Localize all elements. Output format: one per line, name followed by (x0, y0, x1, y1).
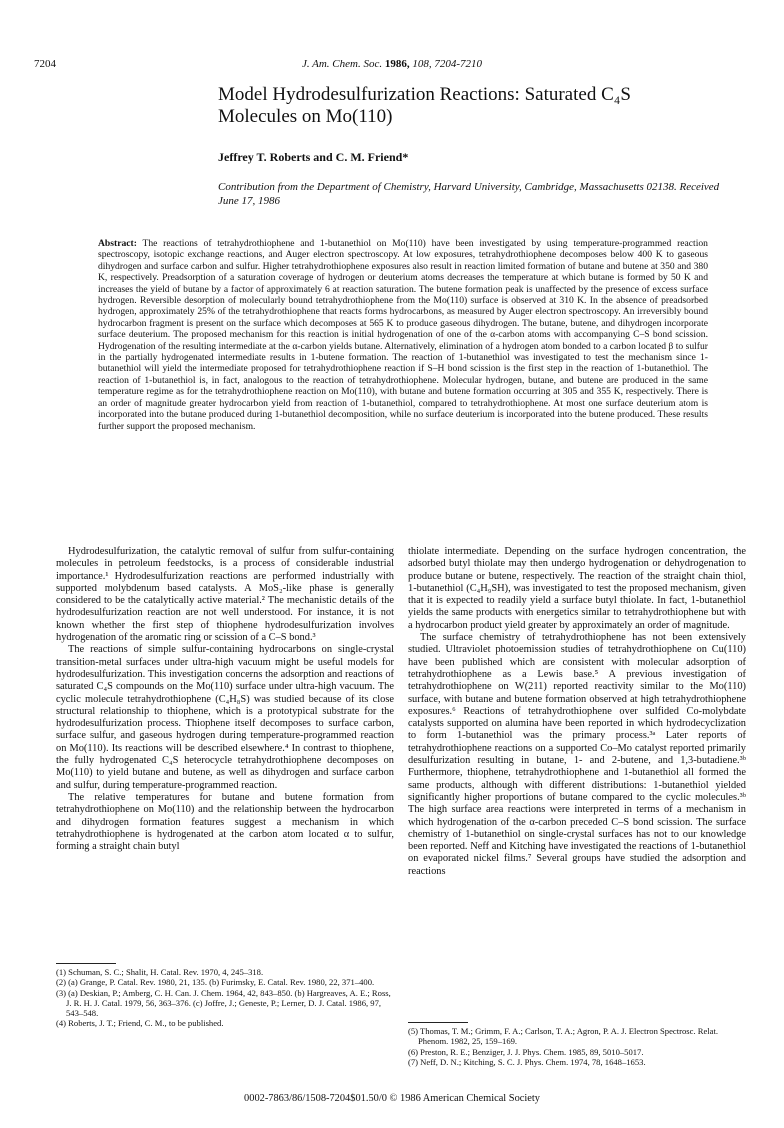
footnote: (6) Preston, R. E.; Benziger, J. J. Phys. Chem. 1985, 89, 5010–5017. (408, 1046, 644, 1057)
footnote-divider-left (56, 963, 116, 964)
footnote: (2) (a) Grange, P. Catal. Rev. 1980, 21, 135. (b) Furimsky, E. Catal. Rev. 1980, 22, 371–400. (56, 977, 375, 988)
body-column-left (56, 546, 394, 853)
running-head-year: 1986, (384, 58, 410, 70)
page-footer: 0002-7863/86/1508-7204$01.50/0 © 1986 American Chemical Society (244, 1093, 540, 1104)
running-head-volume-pages: 108, 7204-7210 (412, 58, 483, 70)
footnote: (7) Neff, D. N.; Kitching, S. C. J. Phys. Chem. 1974, 78, 1648–1653. (408, 1056, 646, 1067)
running-head (0, 58, 784, 70)
abstract-label: Abstract: (98, 238, 137, 249)
page-number: 7204 (34, 58, 56, 70)
footnote: (5) Thomas, T. M.; Grimm, F. A.; Carlson, T. A.; Agron, P. A. J. Electron Spectrosc. Relat. Phenom. 1982, 25, 159–169. (408, 1026, 719, 1047)
footnote: (1) Schuman, S. C.; Shalit, H. Catal. Rev. 1970, 4, 245–318. (56, 967, 264, 977)
footnotes-right (408, 1026, 746, 1067)
footnote: (4) Roberts, J. T.; Friend, C. M., to be published. (56, 1018, 224, 1029)
body-paragraph: The reactions of simple sulfur-containing hydrocarbons on single-crystal transition-metal surfaces under ultra-high vacuum might be useful models for hydrodesulfurization. This investigation concerns the adsorption and reactions of saturated C₄S compounds on the Mo(110) surface under ultra-high vacuum. The cyclic molecule tetrahydrothiophene (C₄H₈S) was studied because of its close structural relationship to thiophene, which is a prototypical substrate for the hydrodesulfurization process. Thiophene itself decomposes to surface carbon, surface sulfur, and gaseous hydrogen during temperature-programmed reaction on Mo(110). Its reactions will be described elsewhere.⁴ In contrast to thiophene, the fully hydrogenated C₄S heterocycle tetrahydrothiophene decomposes on Mo(110) to yield butane and butene, as well as dihydrogen and surface carbon and sulfur, during temperature-programmed reaction. (56, 644, 394, 791)
footnotes-left (56, 967, 394, 1029)
authors: Jeffrey T. Roberts and C. M. Friend* (218, 150, 409, 164)
affiliation: Contribution from the Department of Chemistry, Harvard University, Cambridge, Massachusetts 02138. Received June 17, 1986 (218, 181, 720, 207)
abstract (98, 238, 708, 432)
body-column-right (408, 546, 746, 878)
body-paragraph: thiolate intermediate. Depending on the surface hydrogen concentration, the adsorbed butyl thiolate may then undergo hydrogenation or dehydrogenation to produce butane or butene, respectively. The reaction of the straight chain thiol, 1-butanethiol (C₄H₉SH), was investigated to test the proposed mechanism, given that it is expected to readily yield a surface butyl thiolate. In fact, 1-butanethiol yields the same products with energetics similar to tetrahydrothiophene but with a hydrocarbon product yield greater by approximately an order of magnitude. (408, 546, 746, 631)
abstract-text: The reactions of tetrahydrothiophene and 1-butanethiol on Mo(110) have been investigated by using temperature-programmed reaction spectroscopy, isotopic exchange reactions, and Auger electron spectroscopy. At low exposures, tetrahydrothiophene decomposes below 400 K to gaseous dihydrogen and surface carbon and sulfur. Higher tetrahydrothiophene exposures also result in reaction limited formation of butane and butene at 350 and 380 K, respectively. Preadsorption of a saturation coverage of hydrogen or deuterium atoms decreases the temperature at which butane is formed by 50 K and increases the yield of butane by a factor of approximately 6 at reaction saturation. The butene formation peak is unaffected by the presence of excess surface hydrogen. Reversible desorption of molecularly bound tetrahydrothiophene from the Mo(110) surface is observed at 310 K. In the absence of preadsorbed hydrogen, approximately 25% of the tetrahydrothiophene that reacts forms hydrocarbons, as measured by Auger electron spectroscopy. An irreversibly bound hydrocarbon fragment is present on the surface which decomposes at 565 K to produce gaseous dihydrogen. The butane, butene, and dihydrogen incorporate surface deuterium. The proposed mechanism for this reaction is initial hydrogenation of one of the α-carbon atoms with accompanying C–S bond scission. Hydrogenation of the resulting intermediate at the α-carbon yields butane. Alternatively, elimination of a hydrogen atom bonded to a carbon located β to sulfur in the partially hydrogenated intermediate results in 1-butene formation. The reaction of 1-butanethiol was investigated to test the mechanism since 1-butanethiol will yield the intermediate proposed for tetrahydrothiophene reaction if S–H bond scission is the first step in the reaction of 1-butanethiol. The reaction of 1-butanethiol is, in fact, analogous to the reaction of tetrahydrothiophene. Molecular hydrogen, butane, and butene are produced in the same temperature regime as for the tetrahydrothiophene reaction on Mo(110), with butane and butene formation occurring at 305 and 355 K, respectively. There is an order of magnitude greater hydrocarbon yield from reaction of 1-butanethiol, compared to tetrahydrothiophene. At most one surface deuterium atom is incorporated into the butane produced during 1-butanethiol decomposition, while no surface deuterium is incorporated into the butene produced. These results further support the proposed mechanism. (98, 238, 708, 432)
body-paragraph: The surface chemistry of tetrahydrothiophene has not been extensively studied. Ultraviolet photoemission studies of tetrahydrothiophene on Cu(110) have been published which are consistent with molecular adsorption of tetrahydrothiophene as a Lewis base.⁵ A previous investigation of tetrahydrothiophene on W(211) reported reactivity similar to the Mo(110) surface, with butane and butene formation observed at high tetrahydrothiophene exposures.⁶ Reactions of tetrahydrothiophene over sulfided Co-molybdate catalysts supported on alumina have been reported in which hydrodecyclization to form 1-butanethiol was the primary process.³ᵃ Later reports of tetrahydrothiophene reactions on a supported Co–Mo catalyst reported primarily desulfurization resulting in butane, 1- and 2-butene, and 1,3-butadiene.³ᵇ Furthermore, thiophene, tetrahydrothiophene and 1-butanethiol all formed the same products, although with different distributions: 1-butanethiol yielded significantly higher proportions of butane compared to the cyclic molecules.³ᵇ The high surface area reactions were interpreted in terms of a mechanism in which hydrogenation of the α-carbon preceded C–S bond scission. The surface chemistry of 1-butanethiol on single-crystal surfaces has not to our knowledge been reported. Neff and Kitching have investigated the reactions of 1-butanethiol on evaporated nickel films.⁷ Several groups have studied the adsorption and reactions (408, 632, 746, 877)
article-title: Model Hydrodesulfurization Reactions: Saturated C₄S Molecules on Mo(110) (218, 84, 631, 127)
footnote: (3) (a) Deskian, P.; Amberg, C. H. Can. J. Chem. 1964, 42, 843–850. (b) Hargreaves, A. E.; Ross, J. R. H. J. Catal. 1979, 56, 363–376. (c) Joffre, J.; Geneste, P.; Lerner, D. J. Catal. 1986, 97, 543–548. (56, 987, 391, 1019)
body-paragraph: The relative temperatures for butane and butene formation from tetrahydrothiophene on Mo(110) and the relationship between the hydrocarbon and dihydrogen formation features suggest a mechanism in which tetrahydrothiophene is hydrogenated at the carbon atom located α to sulfur, forming a straight chain butyl (56, 791, 394, 853)
footnote-divider-right (408, 1022, 468, 1023)
body-paragraph: Hydrodesulfurization, the catalytic removal of sulfur from sulfur-containing molecules in petroleum feedstocks, is a process of considerable industrial importance.¹ Hydrodesulfurization reactions are performed industrially with supported molybdenum based catalysts. A MoS₂-like phase is generally considered to be the catalytically active material.² The mechanistic details of the hydrodesulfurization reaction are not well understood. For instance, it is not known whether the first step of thiophene hydrodesulfurization involves hydrogenation of the aromatic ring or scission of a C–S bond.³ (56, 546, 394, 644)
running-head-journal: J. Am. Chem. Soc. (301, 58, 383, 70)
